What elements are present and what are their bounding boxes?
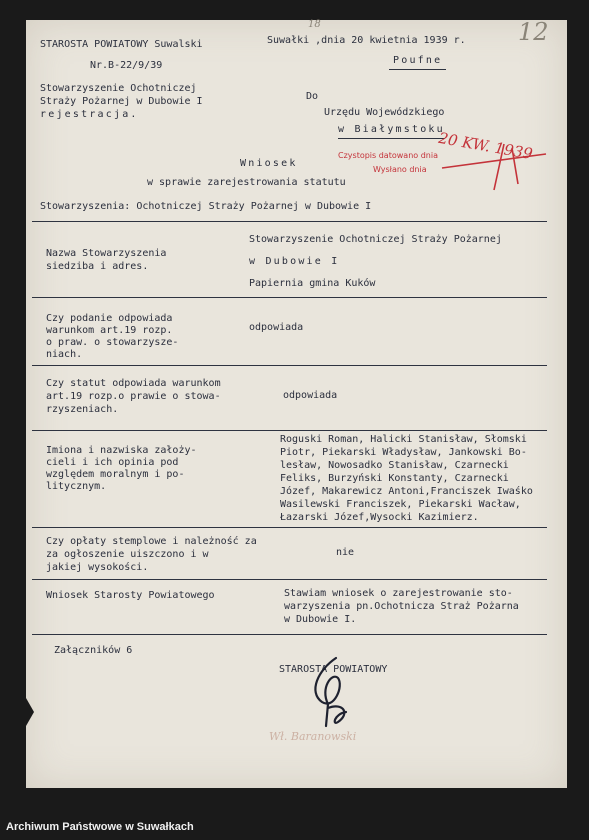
- recipient-city: w Białymstoku: [338, 124, 445, 139]
- row-label: cieli i ich opinia pod: [46, 457, 179, 468]
- row-value: Roguski Roman, Halicki Stanisław, Słomski: [280, 434, 527, 445]
- subject-line: Straży Pożarnej w Dubowie I: [40, 96, 203, 107]
- row-value: nie: [336, 547, 355, 558]
- archive-footer: [0, 812, 589, 840]
- row-label: niach.: [46, 349, 83, 360]
- row-value: odpowiada: [249, 322, 304, 333]
- row-value: lesław, Nowosadko Stanisław, Czarnecki: [280, 460, 509, 471]
- table-divider: [32, 430, 547, 431]
- table-divider: [32, 221, 547, 222]
- row-value: Piotr, Piekarski Władysław, Jankowski Bo-: [280, 447, 527, 458]
- name-stamp: Wł. Baranowski: [269, 730, 357, 743]
- row-label: siedziba i adres.: [46, 261, 149, 272]
- document-title-subline: Stowarzyszenia: Ochotniczej Straży Pożarnej w Dubowie I: [40, 201, 372, 212]
- issuing-authority: STAROSTA POWIATOWY Suwalski: [40, 39, 203, 50]
- signature-title: STAROSTA POWIATOWY: [279, 664, 388, 675]
- row-label: warunkom art.19 rozp.: [46, 325, 173, 336]
- row-value: w Dubowie I.: [284, 614, 357, 625]
- received-stamp-line: Czystopis datowano dnia: [338, 151, 438, 160]
- reference-number: Nr.B-22/9/39: [90, 60, 163, 71]
- place-and-date: Suwałki ,dnia 20 kwietnia 1939 r.: [267, 35, 466, 46]
- row-label: względem moralnym i po-: [46, 469, 185, 480]
- table-divider: [32, 579, 547, 580]
- row-value: Łazarski Józef,Wysocki Kazimierz.: [280, 512, 479, 523]
- received-stamp-line: Wysłano dnia: [373, 165, 427, 174]
- row-value: Stawiam wniosek o zarejestrowanie sto-: [284, 588, 513, 599]
- row-label: Czy podanie odpowiada: [46, 313, 173, 324]
- row-value: Papiernia gmina Kuków: [249, 278, 376, 289]
- table-divider: [32, 634, 547, 635]
- document-title: Wniosek: [240, 158, 298, 169]
- row-label: za ogłoszenie uiszczono i w: [46, 549, 209, 560]
- row-value: w Dubowie I: [249, 256, 340, 267]
- document-page: [26, 20, 567, 788]
- row-value: Wasilewski Franciszek, Piekarski Wacław,: [280, 499, 521, 510]
- row-label: Wniosek Starosty Powiatowego: [46, 590, 215, 601]
- margin-mark: 18: [308, 19, 321, 30]
- recipient-office: Urzędu Wojewódzkiego: [324, 107, 445, 118]
- recipient-to: Do: [306, 91, 319, 102]
- table-divider: [32, 527, 547, 528]
- row-label: jakiej wysokości.: [46, 562, 149, 573]
- row-label: Nazwa Stowarzyszenia: [46, 248, 167, 259]
- handwritten-signature: [298, 652, 370, 734]
- row-label: litycznym.: [46, 481, 107, 492]
- torn-edge: [26, 698, 34, 726]
- received-stamp-date: 20 KW. 1939: [437, 128, 534, 164]
- row-value: warzyszenia pn.Ochotnicza Straż Pożarna: [284, 601, 519, 612]
- row-label: o praw. o stowarzysze-: [46, 337, 179, 348]
- subject-line: rejestracja.: [40, 109, 139, 120]
- row-label: art.19 rozp.o prawie o stowa-: [46, 391, 221, 402]
- row-value: Feliks, Burzyński Konstanty, Czarnecki: [280, 473, 509, 484]
- row-value: Józef, Makarewicz Antoni,Franciszek Iwaśko: [280, 486, 533, 497]
- page-number: 12: [518, 18, 549, 46]
- row-value: Stowarzyszenie Ochotniczej Straży Pożarnej: [249, 234, 502, 245]
- row-value: odpowiada: [283, 390, 338, 401]
- table-divider: [32, 365, 547, 366]
- document-title-subline: w sprawie zarejestrowania statutu: [147, 177, 346, 188]
- row-label: Imiona i nazwiska założy-: [46, 445, 197, 456]
- row-label: Czy statut odpowiada warunkom: [46, 378, 221, 389]
- attachments-count: Załączników 6: [54, 645, 133, 656]
- table-divider: [32, 297, 547, 298]
- archive-label: Archiwum Państwowe w Suwałkach: [6, 821, 194, 833]
- row-label: Czy opłaty stemplowe i należność za: [46, 536, 257, 547]
- red-pencil-strike: [434, 138, 554, 194]
- row-label: rzyszeniach.: [46, 404, 119, 415]
- classification-mark: Poufne: [389, 55, 446, 70]
- subject-line: Stowarzyszenie Ochotniczej: [40, 83, 197, 94]
